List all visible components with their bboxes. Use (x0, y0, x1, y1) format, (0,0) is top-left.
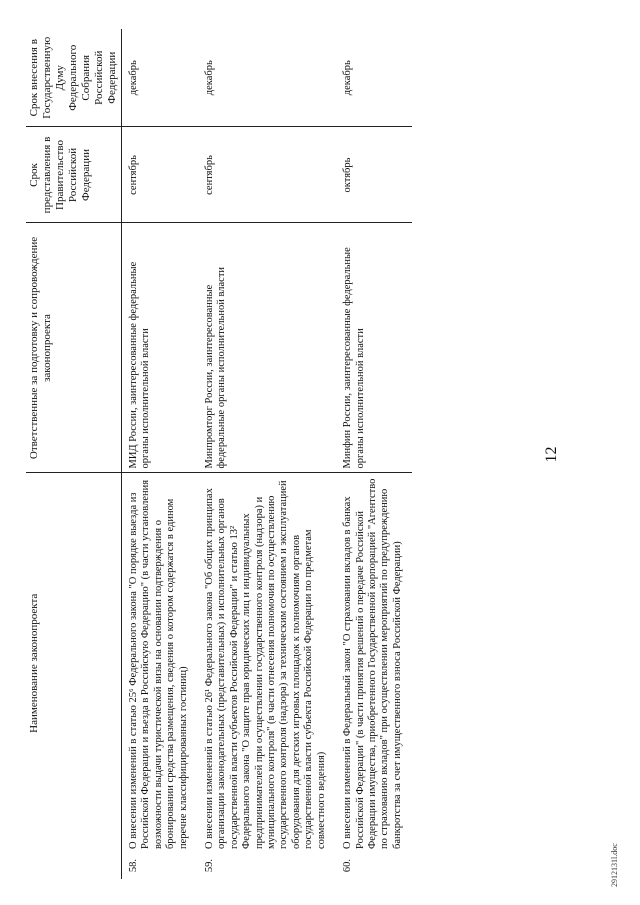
responsible-agencies: Минфин России, заинтересованные федеральные органы исполнительной власти (336, 223, 412, 473)
header-name: Наименование законопроекта (26, 473, 122, 853)
gov-deadline: сентябрь (122, 127, 199, 223)
gov-deadline: сентябрь (198, 127, 336, 223)
document-page (18, 22, 628, 887)
header-gov-deadline: Срок представления в Правительство Российской Федерации (26, 127, 122, 223)
duma-deadline: декабрь (128, 60, 139, 96)
duma-deadline: декабрь (204, 60, 216, 96)
table-row (198, 29, 336, 879)
legislation-plan-table (26, 29, 412, 879)
bill-name: О внесении изменений в статью 26¹ Федерального закона "Об общих принципах организации законодательных (представительных) и исполнительных органов государственной власти субъектов Российской Федерации" и статью 13² Федерального закона "О защите прав юридических лиц и индивидуальных предпринимателей при осуществлении государственного контроля (надзора) и муниципального контроля" (в части отнесения полномочия по осуществлению государственного контроля (надзора) за техническим состоянием и эксплуатацией оборудования для детских игровых площадок к полномочиям органов государственной власти субъекта Российской Федерации по предметам совместного ведения) (198, 473, 336, 853)
bill-name: О внесении изменений в Федеральный закон "О страховании вкладов в банках Российской Федерации" (в части принятия решений о передаче Российской Федерации имущества, приобретенного Государственной корпорацией "Агентство по страхованию вкладов" при осуществлении мероприятий по предупреждению банкротства за счет имущественного взноса Российской Федерации) (336, 473, 412, 853)
responsible-agencies: МИД России, заинтересованные федеральные органы исполнительной власти (122, 223, 199, 473)
gov-deadline: октябрь (336, 127, 412, 223)
row-number: 59. (204, 859, 216, 873)
footer-file-code: 2912131l.doc (610, 843, 619, 887)
header-duma-deadline: Срок внесения в Государственную Думу Федерального Собрания Российской Федерации (26, 29, 122, 127)
table-header-row (26, 29, 122, 879)
responsible-agencies: Минпромторг России, заинтересованные федеральные органы исполнительной власти (198, 223, 336, 473)
row-number: 58. (128, 859, 139, 873)
row-number: 60. (342, 859, 354, 873)
table-row (122, 29, 199, 879)
bill-name: О внесении изменений в статью 25⁶ Федерального закона "О порядке выезда из Российской Федерации и въезда в Российскую Федерацию" (в части установления возможности выдачи туристической визы на основании подтверждения о бронировании средства размещения, сведения о котором содержатся в едином перечне классифицированных гостиниц) (122, 473, 199, 853)
table-row (336, 29, 412, 879)
duma-deadline: декабрь (342, 60, 354, 96)
page-number: 12 (543, 446, 560, 463)
header-responsible: Ответственные за подготовку и сопровождение законопроекта (26, 223, 122, 473)
